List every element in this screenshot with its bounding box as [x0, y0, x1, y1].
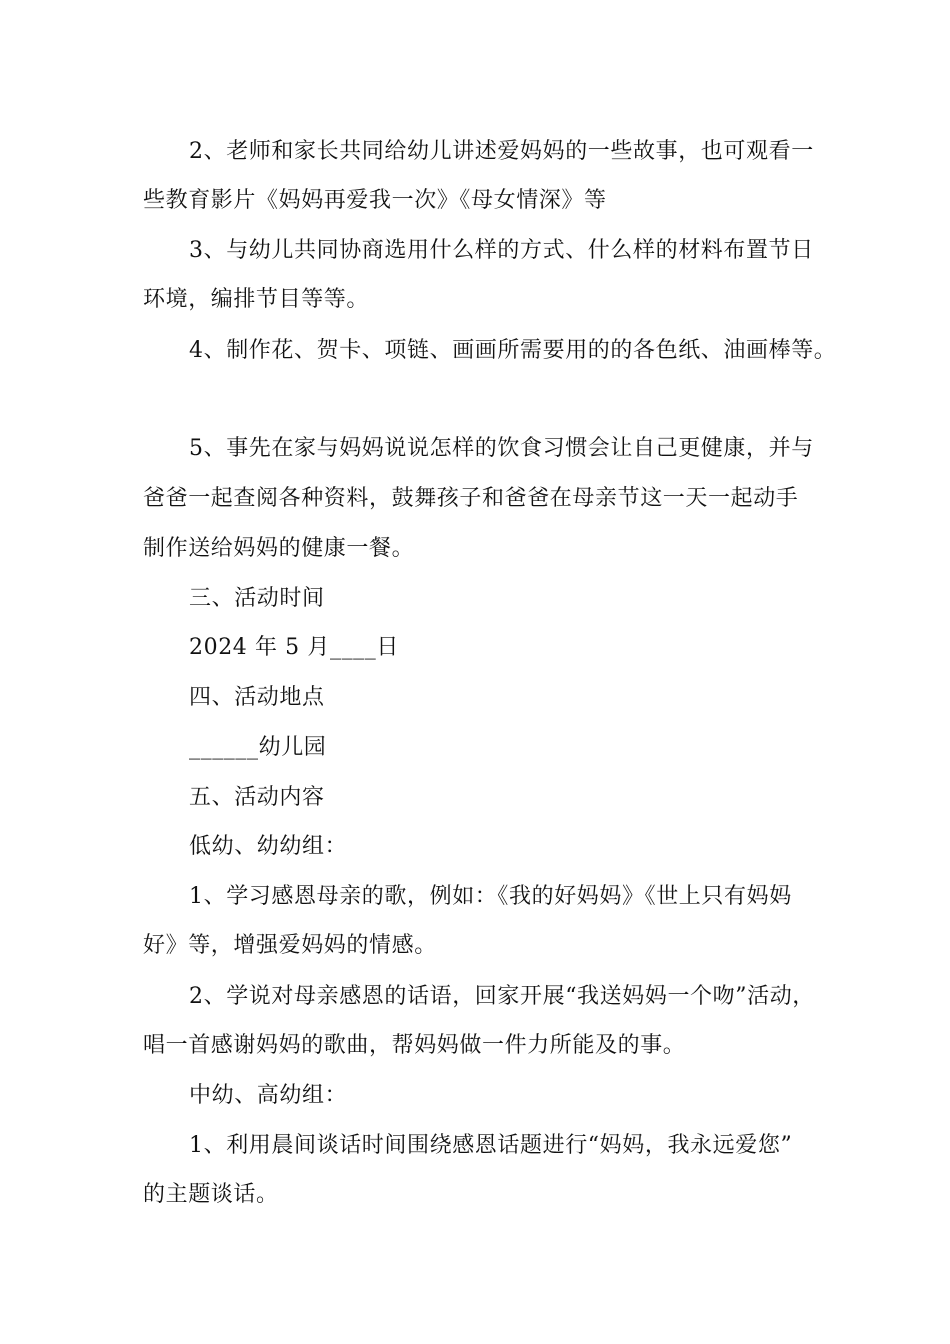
- paragraph-line: 1、利用晨间谈话时间围绕感恩话题进行“妈妈，我永远爱您”: [189, 1133, 793, 1158]
- paragraph-line: 5、事先在家与妈妈说说怎样的饮食习惯会让自己更健康，并与: [189, 436, 814, 461]
- paragraph-line: 3、与幼儿共同协商选用什么样的方式、什么样的材料布置节日: [189, 238, 814, 263]
- section-heading: 四、活动地点: [189, 685, 325, 710]
- paragraph-line: 爸爸一起查阅各种资料，鼓舞孩子和爸爸在母亲节这一天一起动手: [143, 486, 799, 511]
- paragraph-line: 些教育影片《妈妈再爱我一次》《母女情深》等: [143, 188, 607, 213]
- paragraph-line: 好》等，增强爱妈妈的情感。: [143, 933, 437, 958]
- section-heading: 五、活动内容: [189, 785, 325, 810]
- date-line: 2024 年 5 月____日: [189, 635, 399, 660]
- group-heading: 低幼、幼幼组：: [189, 834, 348, 859]
- paragraph-line: 制作送给妈妈的健康一餐。: [143, 536, 415, 561]
- paragraph-line: 4、制作花、贺卡、项链、画画所需要用的的各色纸、油画棒等。: [189, 338, 837, 363]
- location-line: ______幼儿园: [189, 735, 327, 760]
- paragraph-line: 环境，编排节目等等。: [143, 287, 370, 312]
- paragraph-line: 唱一首感谢妈妈的歌曲，帮妈妈做一件力所能及的事。: [143, 1033, 686, 1058]
- paragraph-line: 1、学习感恩母亲的歌，例如：《我的好妈妈》《世上只有妈妈: [189, 884, 792, 909]
- paragraph-line: 的主题谈话。: [143, 1182, 279, 1207]
- section-heading: 三、活动时间: [189, 586, 325, 611]
- paragraph-line: 2、老师和家长共同给幼儿讲述爱妈妈的一些故事，也可观看一: [189, 139, 814, 164]
- paragraph-line: 2、学说对母亲感恩的话语，回家开展“我送妈妈一个吻”活动，: [189, 984, 815, 1009]
- group-heading: 中幼、高幼组：: [189, 1083, 348, 1108]
